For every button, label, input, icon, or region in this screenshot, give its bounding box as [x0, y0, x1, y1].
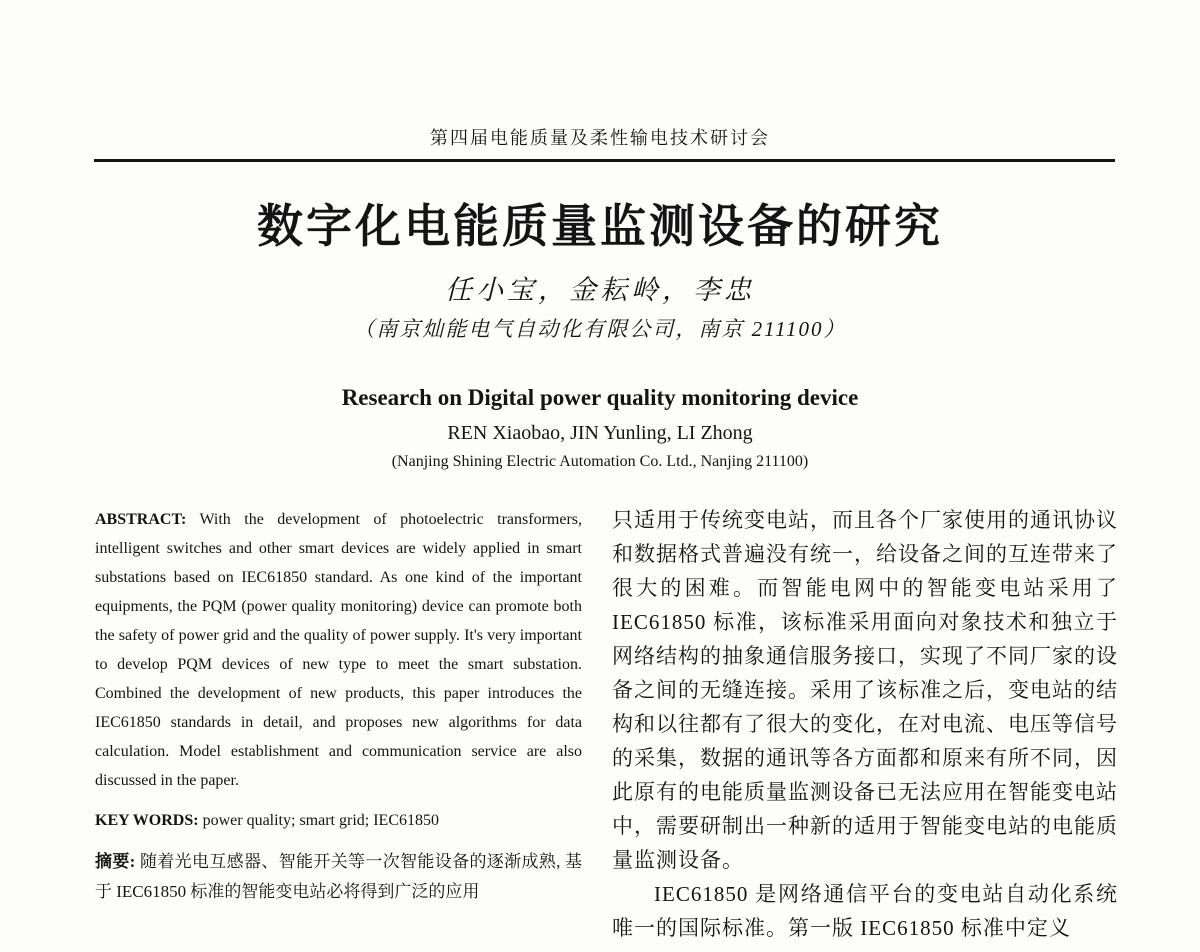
- header-rule: [94, 159, 1115, 162]
- conference-header: 第四届电能质量及柔性输电技术研讨会: [430, 128, 770, 148]
- abstract-zh-label: 摘要:: [95, 852, 136, 871]
- abstract-label: ABSTRACT:: [95, 511, 187, 528]
- right-column: [612, 503, 1118, 945]
- abstract-zh-body: 随着光电互感器、智能开关等一次智能设备的逐渐成熟, 基于 IEC61850 标准的智能变电站必将得到广泛的应用: [95, 852, 583, 901]
- body-paragraph-iec61850: IEC61850 是网络通信平台的变电站自动化系统唯一的国际标准。第一版 IEC61850 标准中定义: [612, 882, 1118, 940]
- authors-zh: 任小宝，金耘岭，李忠: [445, 275, 755, 305]
- paper-title-zh: 数字化电能质量监测设备的研究: [257, 200, 943, 252]
- body-paragraph-continuation: 只适用于传统变电站，而且各个厂家使用的通讯协议和数据格式普遍没有统一，给设备之间的互连带来了很大的困难。而智能电网中的智能变电站采用了 IEC61850 标准，该标准采用面向对象技术和独立于网络结构的抽象通信服务接口，实现了不同厂家的设备之间的无缝连接。采用了该标准之后，变电站的结构和以往都有了很大的变化，在对电流、电压等信号的采集，数据的通讯等各方面都和原来有所不同，因此原有的电能质量监测设备已无法应用在智能变电站中，需要研制出一种新的适用于智能变电站的电能质量监测设备。: [612, 508, 1118, 872]
- paper-title-en: Research on Digital power quality monitoring device: [341, 385, 859, 410]
- keywords-body: power quality; smart grid; IEC61850: [198, 812, 439, 829]
- left-column: [95, 505, 582, 907]
- keywords-paragraph: [95, 808, 582, 833]
- authors-en: REN Xiaobao, JIN Yunling, LI Zhong: [447, 422, 753, 444]
- abstract-body: With the development of photoelectric transformers, intelligent switches and other smart devices are widely applied in smart substations based on IEC61850 standard. As one kind of the important equipments, the PQM (power quality monitoring) device can promote both the safety of power grid and the quality of power supply. It's very important to develop PQM devices of new type to meet the smart substation. Combined the development of new products, this paper introduces the IEC61850 standards in detail, and proposes new algorithms for data calculation. Model establishment and communication service are also discussed in the paper.: [95, 511, 582, 789]
- abstract-paragraph: [95, 505, 582, 795]
- abstract-zh-paragraph: [95, 847, 582, 907]
- affiliation-zh: （南京灿能电气自动化有限公司，南京 211100）: [353, 317, 847, 341]
- keywords-label: KEY WORDS:: [95, 812, 199, 829]
- affiliation-en: (Nanjing Shining Electric Automation Co. Ltd., Nanjing 211100): [391, 453, 809, 470]
